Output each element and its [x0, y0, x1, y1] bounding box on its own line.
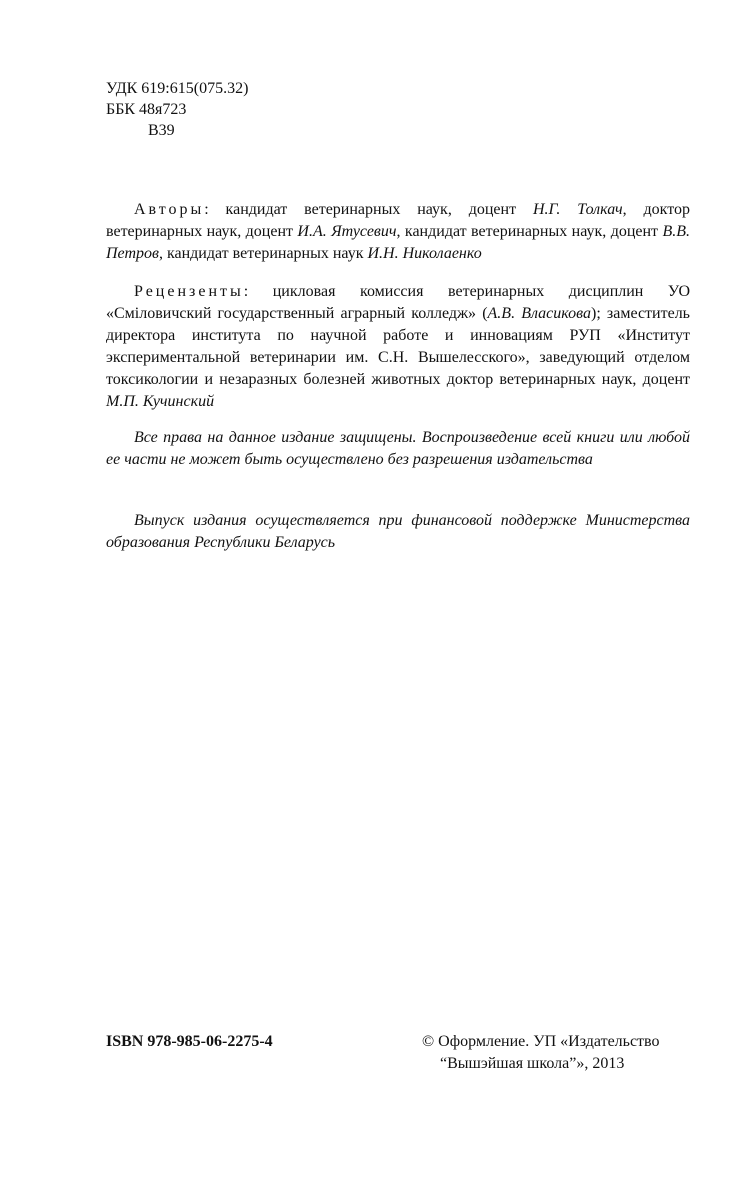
- udk-code: УДК 619:615(075.32): [106, 80, 249, 97]
- authors-paragraph: Авторы: кандидат ветеринарных наук, доцент Н.Г. Толкач, доктор ветеринарных наук, доцент И.А. Ятусевич, кандидат ветеринарных наук, доцент В.В. Петров, кандидат ветеринарных наук И.Н. Николаенко: [106, 201, 691, 262]
- author-name: И.Н. Николаенко: [367, 245, 482, 262]
- classification-block: [106, 78, 248, 141]
- rights-notice: Все права на данное издание защищены. Воспроизведение всей книги или любой ее части не может быть осуществлено без разрешения издательства: [106, 429, 690, 468]
- support-notice: Выпуск издания осуществляется при финансовой поддержке Министерства образования Республики Беларусь: [106, 512, 690, 551]
- reviewer-name: А.В. Власикова: [487, 305, 591, 322]
- author-name: И.А. Ятусевич: [297, 223, 397, 240]
- copyright-notice: [422, 1031, 659, 1075]
- reviewers-label: Рецензенты: [134, 283, 244, 300]
- copyright-line-1: © Оформление. УП «Издательство: [422, 1033, 660, 1050]
- reviewer-name: М.П. Кучинский: [106, 393, 215, 410]
- author-mark: В39: [148, 122, 175, 139]
- author-name: В.В. Петров: [106, 223, 691, 262]
- authors-label: Авторы: [134, 201, 205, 218]
- isbn-number: ISBN 978-985-06-2275-4: [106, 1033, 273, 1050]
- bbk-code: ББК 48я723: [106, 101, 187, 118]
- copyright-line-2: “Вышэйшая школа”», 2013: [440, 1055, 625, 1072]
- author-name: Н.Г. Толкач: [532, 201, 623, 218]
- reviewers-paragraph: Рецензенты: цикловая комиссия ветеринарных дисциплин УО «Сміловичский государственный аграрный колледж» (А.В. Власикова); заместитель директора института по научной работе и инновациям РУП «Институт экспериментальной ветеринарии им. С.Н. Вышелесского», заведующий отделом токсикологии и незаразных болезней животных доктор ветеринарных наук, доцент М.П. Кучинский: [106, 283, 690, 410]
